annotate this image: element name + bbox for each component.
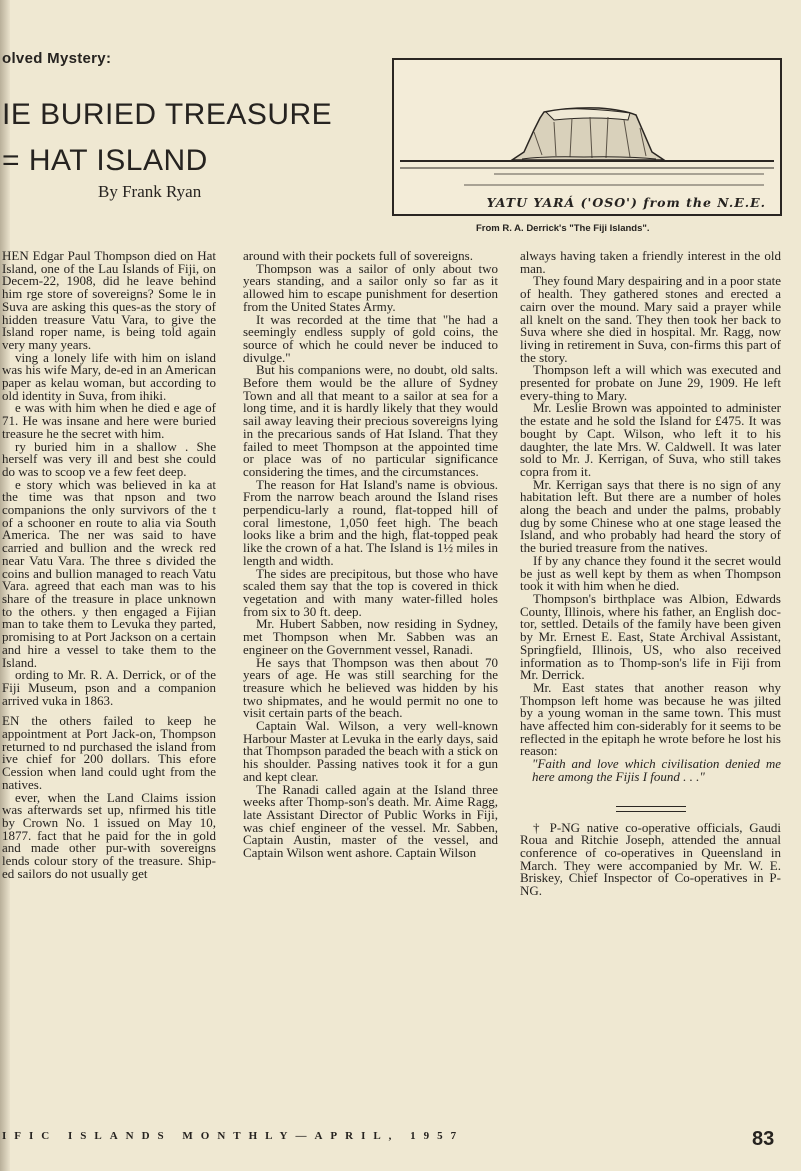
running-footer: IFIC ISLANDS MONTHLY—APRIL, 1957 bbox=[2, 1130, 465, 1142]
paragraph: But his companions were, no doubt, old salts. Before them would be the allure of Sydney Town and all that meant to a sailor at sea for a long time, and it is hardly likely that they would sail away leaving their precious sovereigns lying in the precarious sands of Hat Island. That they failed to meet Thompson at the appointed time or place was of no particular significance considering the times, and the circumstances. bbox=[243, 362, 498, 479]
epitaph-quote: "Faith and love which civilisation denied me here among the Fijis I found . . ." bbox=[532, 756, 781, 784]
paragraph: Mr. Leslie Brown was appointed to administer the estate and he sold the Island for £475. It was bought by Capt. Wilson, who left it to his daughter, the late Mrs. W. Caldwell. It was later sold to Mr. J. Kerrigan, of Suva, who still takes copra from it. bbox=[520, 400, 781, 479]
article-column-3 bbox=[520, 250, 781, 1120]
article-title-line-1: IE BURIED TREASURE bbox=[2, 98, 333, 131]
paragraph: ry buried him in a shallow . She herself was very ill and best she could do was to scoop ve a few feet deep. bbox=[2, 438, 216, 479]
paragraph: They found Mary despairing and in a poor state of health. They gathered stones and erected a cairn over the mound. Mary said a prayer while all knelt on the sand. They then took her back to Suva where she died in hospital. Mr. Ragg, now living in retirement in Suva, con-firms this part of the story. bbox=[520, 273, 781, 365]
byline: By Frank Ryan bbox=[98, 182, 202, 201]
paragraph: The reason for Hat Island's name is obvious. From the narrow beach around the Island rises perpendicu-larly a round, flat-topped hill of coral limestone, 1,050 feet high. The beach looks like a brim and the high, flat-topped peak like the crown of a hat. The Island is 1½ miles in length and width. bbox=[243, 476, 498, 568]
article-column-2 bbox=[243, 250, 498, 1120]
paragraph: The sides are precipitous, but those who have scaled them say that the top is covered in thick vegetation and with many water-filled holes from six to 30 ft. deep. bbox=[243, 565, 498, 619]
section-divider bbox=[616, 806, 686, 812]
paragraph: e story which was believed in ka at the time was that npson and two companions the only survivors of the t of a schooner en route to alia via South America. The ner was said to have carried and bullion and the wreck red near Vatu Vara. The three s divided the coins and bullion managed to reach Vatu Vara. agreed that each man was to his share of the treasure in place unknown to the others. y then engaged a Fijian man to take them to Levuka they parted, promising to at Port Jackson on a certain and hire a vessel to take them to the Island. bbox=[2, 476, 216, 670]
paragraph: HEN Edgar Paul Thompson died on Hat Island, one of the Lau Islands of Fiji, on Decem-22, 1908, did he leave behind him rge store of sovereigns? Some le in Suva are asking this ques-as the story of hidden treasure Vatu Vara, to give the Island roper name, is being told again very many years. bbox=[2, 250, 216, 352]
section-kicker: olved Mystery: bbox=[2, 50, 112, 67]
paragraph: ever, when the Land Claims ission was afterwards set up, nfirmed his title by Crown No. 1 issued on May 10, 1877. fact that he paid for the in gold and made other pur-with sovereigns lends colour story of the treasure. Ship-ed sailors do not usually get bbox=[2, 789, 216, 881]
paragraph: Mr. East states that another reason why Thompson left home was because he was jilted by a young woman in the same town. This must have affected him con-siderably for it seems to be reflected in the epitaph he wrote before he lost his reason: bbox=[520, 679, 781, 759]
paragraph: Mr. Hubert Sabben, now residing in Sydney, met Thompson when Mr. Sabben was an engineer on the Government vessel, Ranadi. bbox=[243, 616, 498, 657]
paragraph: Captain Wal. Wilson, a very well-known Harbour Master at Levuka in the early days, said that Thompson paraded the beach with a stick on his shoulder. Passing natives took it for a gun and kept clear. bbox=[243, 718, 498, 784]
paragraph: e was with him when he died e age of 71. He was insane and here were buried treasure he the secret with him. bbox=[2, 400, 216, 441]
article-title-line-2: = HAT ISLAND bbox=[2, 144, 208, 177]
figure-caption: YATU YARÁ ('OSO') from the N.E.E. bbox=[486, 195, 766, 210]
paragraph: He says that Thompson was then about 70 years of age. He was still searching for the treasure which he believed was hidden by his two shipmates, and he would permit no one to visit certain parts of the beach. bbox=[243, 654, 498, 721]
paragraph: around with their pockets full of sovereigns. bbox=[243, 250, 473, 263]
island-sketch-figure bbox=[392, 58, 782, 216]
paragraph: It was recorded at the time that "he had a seemingly endless supply of gold coins, the source of which he could never be induced to divulge." bbox=[243, 311, 498, 365]
paragraph: ording to Mr. R. A. Derrick, or of the Fiji Museum, pson and a companion arrived vuka in 1863. bbox=[2, 667, 216, 708]
paragraph: Mr. Kerrigan says that there is no sign of any habitation left. But there are a number of holes along the beach and under the palms, probably dug by some Chinese who at one stage leased the Island, and who probably had heard the story of the buried treasure from the natives. bbox=[520, 476, 781, 556]
paragraph: always having taken a friendly interest in the old man. bbox=[520, 250, 781, 276]
paragraph: Thompson left a will which was executed and presented for probate on June 29, 1909. He left every-thing to Mary. bbox=[520, 362, 781, 403]
figure-credit: From R. A. Derrick's "The Fiji Islands". bbox=[476, 223, 650, 234]
paragraph: ving a lonely life with him on island was his wife Mary, de-ed in an American paper as kelau woman, but according to old identity in Suva, from ihiki. bbox=[2, 349, 216, 403]
paragraph: The Ranadi called again at the Island three weeks after Thomp-son's death. Mr. Aime Ragg, late Assistant Director of Public Works in Fiji, was chief engineer of the vessel. Mr. Sabben, Captain Austin, master of the vessel, and Captain Wilson went ashore. Captain Wilson bbox=[243, 781, 498, 861]
island-sketch-drawing bbox=[394, 60, 780, 214]
paragraph: Thompson was a sailor of only about two years standing, and a sailor only so far as it allowed him to escape punishment for desertion from the United States Army. bbox=[243, 260, 498, 314]
paragraph: If by any chance they found it the secret would be just as well kept by them as when Thompson took it with him when he died. bbox=[520, 552, 781, 594]
news-note: † P-NG native co-operative officials, Gaudi Roua and Ritchie Joseph, attended the annual conference of co-operatives in Queensland in March. They were accompanied by Mr. W. E. Briskey, Chief Inspector of Co-operatives in P-NG. bbox=[520, 819, 781, 899]
article-title bbox=[2, 92, 332, 184]
paragraph: Thompson's birthplace was Albion, Edwards County, Illinois, where his father, an English doc-tor, settled. Details of the family have been given by Mr. Ernest E. East, State Archival Assistant, Springfield, Illinois, US, who also received information as to Thomp-son's life in Fiji from Mr. Derrick. bbox=[520, 590, 781, 683]
article-column-1 bbox=[2, 250, 216, 1120]
page-number: 83 bbox=[752, 1128, 775, 1150]
paragraph: EN the others failed to keep he appointment at Port Jack-on, Thompson returned to nd purchased the island from ive chief for 200 dollars. This efore Cession when land could ught from the natives. bbox=[2, 713, 216, 792]
